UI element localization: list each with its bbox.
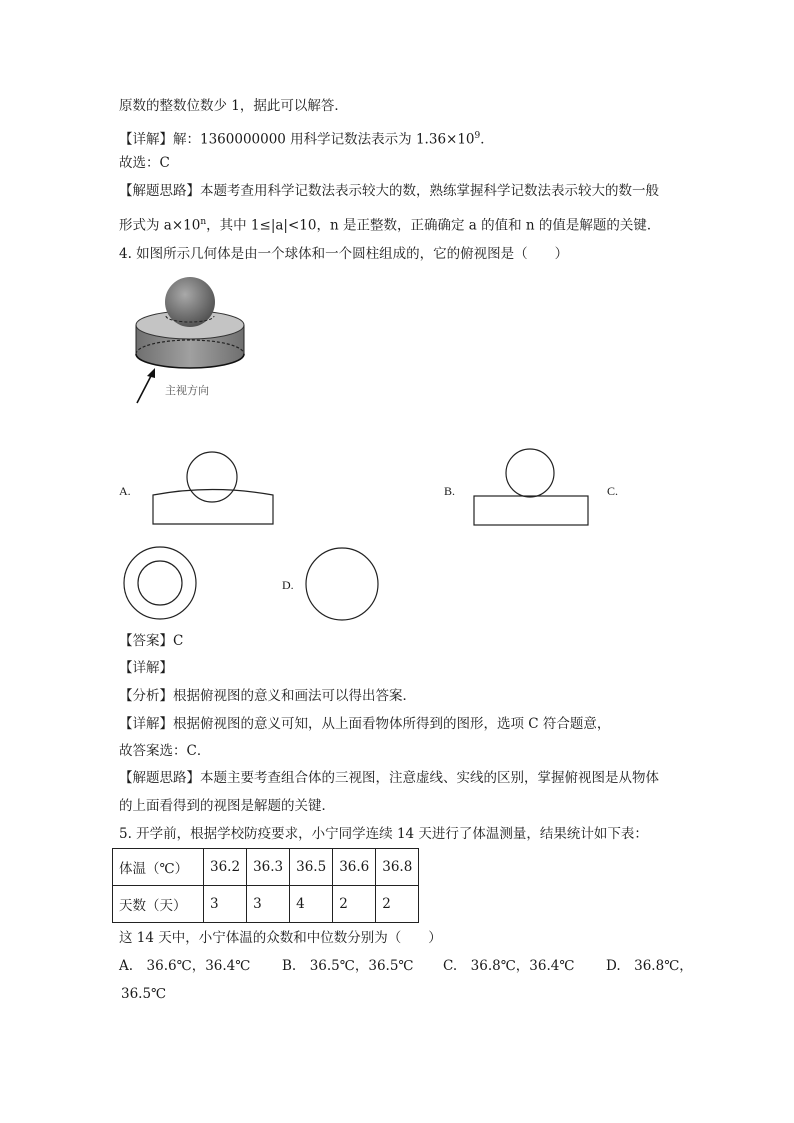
option-a-label: A. xyxy=(119,484,131,498)
choose-line: 故答案选：C． xyxy=(119,743,211,759)
question-5-stem: 5. 开学前，根据学校防疫要求，小宁同学连续 14 天进行了体温测量，结果统计如下表： xyxy=(119,826,648,842)
table-row: 天数（天） 3 3 4 2 2 xyxy=(113,886,419,923)
option-a-shape xyxy=(153,490,273,525)
detail-tag: 【详解】 xyxy=(119,131,173,148)
detail-heading: 【详解】 xyxy=(119,660,173,676)
sphere xyxy=(165,277,215,327)
option-c: C. 36.8℃，36.4℃ xyxy=(443,958,575,974)
option-d-cont: 36.5℃ xyxy=(121,986,167,1002)
text-line: 形式为 $a\times 10^n$，其中 1≤|a|<10，n 是正整数，正确确定 a 的值和 n 的值是解题的关键． xyxy=(119,217,661,234)
view-direction-label: 主视方向 xyxy=(165,384,209,397)
text-line: 故选：C xyxy=(119,155,170,171)
analysis-line: 【分析】根据俯视图的意义和画法可以得出答案． xyxy=(119,688,416,704)
option-d: D. 36.8℃， xyxy=(606,958,693,974)
solution-line-2: 的上面看得到的视图是解题的关键． xyxy=(119,798,335,814)
option-d-circle xyxy=(306,548,378,620)
solution-line: 【解题思路】本题主要考查组合体的三视图，注意虚线、实线的区别，掌握俯视图是从物体 xyxy=(119,770,659,786)
option-c-inner-circle xyxy=(138,561,182,605)
option-c-label: C. xyxy=(607,484,619,498)
option-c-outer-circle xyxy=(124,547,196,619)
question-4-stem: 4. 如图所示几何体是由一个球体和一个圆柱组成的，它的俯视图是（ ） xyxy=(119,246,569,262)
answer-tag: 【答案】 xyxy=(119,633,173,649)
option-a-circle xyxy=(187,452,237,502)
option-b-rect xyxy=(474,496,588,525)
option-d-label: D. xyxy=(282,578,294,592)
text-line: 原数的整数位数少 1，据此可以解答． xyxy=(119,98,348,114)
solution-tag: 【解题思路】 xyxy=(119,183,200,199)
text-line: 【详解】解：1360000000 用科学记数法表示为 $1.36\times 10^9$． xyxy=(119,131,494,148)
option-b: B. 36.5℃，36.5℃ xyxy=(282,958,414,974)
table-row: 体温（℃） 36.2 36.3 36.5 36.6 36.8 xyxy=(113,849,419,886)
answer-line: 【答案】C xyxy=(119,633,184,649)
option-b-circle xyxy=(506,449,554,497)
detail-line: 【详解】根据俯视图的意义可知，从上面看物体所得到的图形，选项 C 符合题意， xyxy=(119,716,611,732)
text-line: 【解题思路】本题考查用科学记数法表示较大的数，熟练掌握科学记数法表示较大的数一般 xyxy=(119,183,659,199)
question-5-ask: 这 14 天中，小宁体温的众数和中位数分别为（ ） xyxy=(119,930,442,946)
option-a: A. 36.6℃，36.4℃ xyxy=(119,958,251,974)
option-b-label: B. xyxy=(444,484,456,498)
view-direction-arrow xyxy=(137,374,152,403)
temperature-table xyxy=(112,848,419,923)
